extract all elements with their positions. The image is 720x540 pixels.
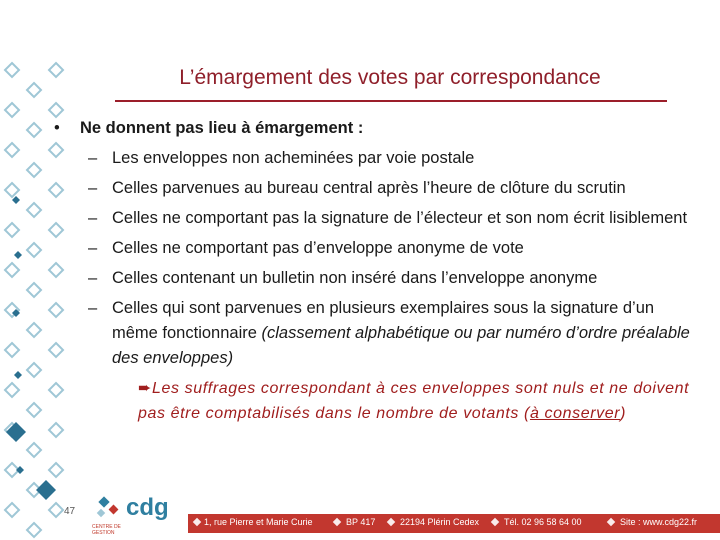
diamond-separator-icon bbox=[333, 518, 341, 526]
list-item-text: Celles contenant un bulletin non inséré dans l’enveloppe anonyme bbox=[112, 269, 598, 287]
keep-link[interactable]: à conserver bbox=[529, 405, 621, 422]
outline-diamond-icon bbox=[5, 223, 19, 237]
outline-diamond-icon bbox=[27, 203, 41, 217]
list-item bbox=[54, 296, 704, 371]
solid-diamond-icon bbox=[36, 480, 56, 500]
dash-icon: – bbox=[88, 269, 98, 287]
footer bbox=[92, 494, 720, 540]
diamond-separator-icon bbox=[387, 518, 395, 526]
diamond-separator-icon bbox=[193, 518, 201, 526]
list-item bbox=[54, 266, 704, 291]
bullet-dot-icon: • bbox=[54, 119, 60, 137]
outline-diamond-icon bbox=[27, 243, 41, 257]
diamond-separator-icon bbox=[607, 518, 615, 526]
list-item bbox=[54, 176, 704, 201]
dash-icon: – bbox=[88, 149, 98, 167]
solid-diamond-icon bbox=[14, 371, 22, 379]
outline-diamond-icon bbox=[5, 383, 19, 397]
footer-bp: BP 417 bbox=[346, 517, 376, 527]
outline-diamond-icon bbox=[5, 143, 19, 157]
list-item-text: Les enveloppes non acheminées par voie postale bbox=[112, 149, 475, 167]
conclusion-end: ) bbox=[620, 405, 627, 422]
outline-diamond-icon bbox=[49, 103, 63, 117]
footer-address: 1, rue Pierre et Marie Curie bbox=[204, 517, 313, 527]
list-item-note: (classement alphabétique ou par numéro d’ordre préalable des enveloppes) bbox=[112, 324, 690, 367]
list-item-text: Celles parvenues au bureau central après l’heure de clôture du scrutin bbox=[112, 179, 626, 197]
footer-phone: Tél. 02 96 58 64 00 bbox=[504, 517, 582, 527]
outline-diamond-icon bbox=[27, 83, 41, 97]
dash-icon: – bbox=[88, 299, 98, 317]
solid-diamond-icon bbox=[14, 251, 22, 259]
outline-diamond-icon bbox=[5, 63, 19, 77]
outline-diamond-icon bbox=[27, 403, 41, 417]
slide-content bbox=[54, 116, 704, 426]
list-item bbox=[54, 236, 704, 261]
dash-icon: – bbox=[88, 239, 98, 257]
cdg-logo bbox=[92, 494, 184, 538]
slide-title: L’émargement des votes par correspondance bbox=[179, 66, 601, 89]
title-underline bbox=[115, 100, 667, 102]
conclusion-text: Les suffrages correspondant à ces enveloppes sont nuls et ne doivent pas être comptabilisés dans le nombre de votants ( bbox=[138, 380, 690, 422]
outline-diamond-icon bbox=[27, 123, 41, 137]
diamond-separator-icon bbox=[491, 518, 499, 526]
arrow-right-icon: ➨ bbox=[138, 380, 153, 397]
list-item bbox=[54, 146, 704, 171]
outline-diamond-icon bbox=[27, 523, 41, 537]
footer-city: 22194 Plérin Cedex bbox=[400, 517, 480, 527]
outline-diamond-icon bbox=[27, 163, 41, 177]
outline-diamond-icon bbox=[27, 443, 41, 457]
outline-diamond-icon bbox=[49, 463, 63, 477]
outline-diamond-icon bbox=[49, 63, 63, 77]
footer-contact-band bbox=[188, 514, 720, 533]
logo-mark-icon bbox=[92, 494, 126, 524]
outline-diamond-icon bbox=[27, 363, 41, 377]
conclusion-note bbox=[138, 376, 704, 426]
outline-diamond-icon bbox=[49, 503, 63, 517]
dash-icon: – bbox=[88, 209, 98, 227]
list-item-text: Celles qui sont parvenues en plusieurs exemplaires sous la signature d’un même fonctionnaire bbox=[112, 299, 655, 342]
bullet-heading: Ne donnent pas lieu à émargement : bbox=[80, 119, 364, 137]
outline-diamond-icon bbox=[5, 183, 19, 197]
outline-diamond-icon bbox=[5, 343, 19, 357]
outline-diamond-icon bbox=[27, 283, 41, 297]
list-item bbox=[54, 206, 704, 231]
list-item-text: Celles ne comportant pas la signature de l’électeur et son nom écrit lisiblement bbox=[112, 209, 688, 227]
footer-website[interactable]: Site : www.cdg22.fr bbox=[620, 517, 698, 527]
logo-subtitle: CENTRE DE GESTION bbox=[92, 524, 121, 536]
page-number: 47 bbox=[64, 506, 76, 517]
main-bullet bbox=[54, 116, 704, 141]
outline-diamond-icon bbox=[5, 503, 19, 517]
outline-diamond-icon bbox=[5, 103, 19, 117]
outline-diamond-icon bbox=[27, 323, 41, 337]
list-item-text: Celles ne comportant pas d’enveloppe anonyme de vote bbox=[112, 239, 524, 257]
logo-text: cdg bbox=[126, 494, 169, 521]
outline-diamond-icon bbox=[5, 263, 19, 277]
dash-icon: – bbox=[88, 179, 98, 197]
